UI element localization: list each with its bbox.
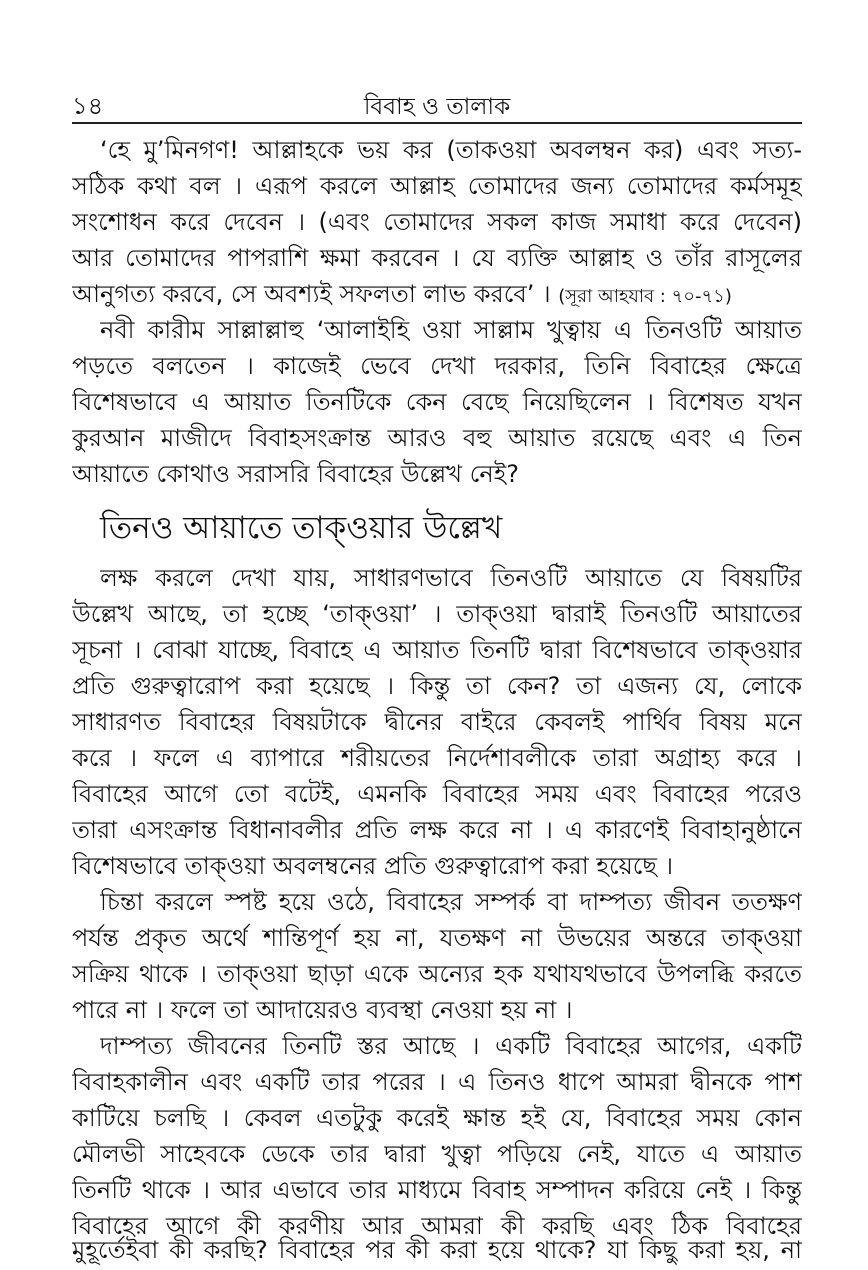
- text-line: বিশেষভাবে এ আয়াত তিনটিকে কেন বেছে নিয়েছিলেন । বিশেষত যখন: [72, 388, 802, 416]
- text-line: পারে না । ফলে তা আদায়েরও ব্যবস্থা নেওয়া হয় না ।: [72, 996, 573, 1024]
- page-header: [72, 88, 802, 122]
- text-line: কুরআন মাজীদে বিবাহসংক্রান্ত আরও বহু আয়াত রয়েছে এবং এ তিন: [72, 424, 802, 452]
- text-line: তারা এসংক্রান্ত বিধানাবলীর প্রতি লক্ষ করে না । এ কারণেই বিবাহানুষ্ঠানে: [72, 816, 802, 844]
- header-divider: [72, 122, 802, 124]
- text-line: নবী কারীম সাল্লাল্লাহু ‘আলাইহি ওয়া সাল্লাম খুত্বায় এ তিনওটি আয়াত: [100, 316, 802, 344]
- text-line: বিবাহের আগে তো বটেই, এমনকি বিবাহের সময় এবং বিবাহের পরেও: [72, 780, 802, 808]
- text-line: দাম্পত্য জীবনের তিনটি স্তর আছে । একটি বিবাহের আগের, একটি: [100, 1032, 802, 1060]
- text-line: পর্যন্ত প্রকৃত অর্থে শান্তিপূর্ণ হয় না, যতক্ষণ না উভয়ের অন্তরে তাক্ওয়া: [72, 924, 802, 952]
- text-line: সক্রিয় থাকে । তাক্ওয়া ছাড়া একে অন্যের হক যথাযথভাবে উপলব্ধি করতে: [72, 960, 802, 988]
- quote-end: আনুগত্য করবে, সে অবশ্যই সফলতা লাভ করবে’ ।: [72, 280, 551, 308]
- text-line: উল্লেখ আছে, তা হচ্ছে ‘তাক্ওয়া’ । তাক্ওয়া দ্বারাই তিনওটি আয়াতের: [72, 600, 802, 628]
- text-line: আয়াতে কোথাও সরাসরি বিবাহের উল্লেখ নেই?: [72, 460, 519, 488]
- text-line: পড়তে বলতেন । কাজেই ভেবে দেখা দরকার, তিনি বিবাহের ক্ষেত্রে: [72, 352, 802, 380]
- section-heading: তিনও আয়াতে তাক্ওয়ার উল্লেখ: [100, 510, 503, 546]
- text-line: বিশেষভাবে তাক্ওয়া অবলম্বনের প্রতি গুরুত্বারোপ করা হয়েছে ।: [72, 852, 674, 880]
- text-line: সংশোধন করে দেবেন । (এবং তোমাদের সকল কাজ সমাধা করে দেবেন): [72, 208, 802, 236]
- text-line: বিবাহের আগে কী করণীয় আর আমরা কী করছি এবং ঠিক বিবাহের: [72, 1212, 802, 1240]
- text-line: মুহূর্তেইবা কী করছি? বিবাহের পর কী করা হয়ে থাকে? যা কিছু করা হয়, না: [72, 1236, 802, 1264]
- text-line: প্রতি গুরুত্বারোপ করা হয়েছে । কিন্তু তা কেন? তা এজন্য যে, লোকে: [72, 672, 802, 700]
- text-line: তিনটি থাকে । আর এভাবে তার মাধ্যমে বিবাহ সম্পাদন করিয়ে নেই । কিন্তু: [72, 1176, 802, 1204]
- running-title: বিবাহ ও তালাক: [363, 94, 511, 120]
- text-line: সূচনা । বোঝা যাচ্ছে, বিবাহে এ আয়াত তিনটি দ্বারা বিশেষভাবে তাক্ওয়ার: [72, 636, 802, 664]
- text-line: করে । ফলে এ ব্যাপারে শরীয়তের নির্দেশাবলীকে তারা অগ্রাহ্য করে ।: [72, 744, 802, 772]
- text-line: সঠিক কথা বল । এরূপ করলে আল্লাহ তোমাদের জন্য তোমাদের কর্মসমূহ: [72, 172, 802, 200]
- text-line: কাটিয়ে চলছি । কেবল এতটুকু করেই ক্ষান্ত হই যে, বিবাহের সময় কোন: [72, 1104, 802, 1132]
- text-line: ‘হে মু’মিনগণ! আল্লাহকে ভয় কর (তাকওয়া অবলম্বন কর) এবং সত্য-: [100, 136, 802, 164]
- text-line: সাধারণত বিবাহের বিষয়টাকে দ্বীনের বাইরে কেবলই পার্থিব বিষয় মনে: [72, 708, 802, 736]
- page-number: ১৪: [72, 92, 104, 120]
- text-line: [72, 276, 802, 315]
- text-line: আর তোমাদের পাপরাশি ক্ষমা করবেন । যে ব্যক্তি আল্লাহ ও তাঁর রাসূলের: [72, 244, 802, 272]
- text-line: মৌলভী সাহেবকে ডেকে তার দ্বারা খুত্বা পড়িয়ে নেই, যাতে এ আয়াত: [72, 1140, 802, 1168]
- text-line: চিন্তা করলে স্পষ্ট হয়ে ওঠে, বিবাহের সম্পর্ক বা দাম্পত্য জীবন ততক্ষণ: [100, 888, 802, 916]
- text-line: বিবাহকালীন এবং একটি তার পরের । এ তিনও ধাপে আমরা দ্বীনকে পাশ: [72, 1068, 802, 1096]
- verse-citation: (সূরা আহযাব : ৭০-৭১): [558, 286, 732, 307]
- text-line: লক্ষ করলে দেখা যায়, সাধারণভাবে তিনওটি আয়াতে যে বিষয়টির: [100, 564, 802, 592]
